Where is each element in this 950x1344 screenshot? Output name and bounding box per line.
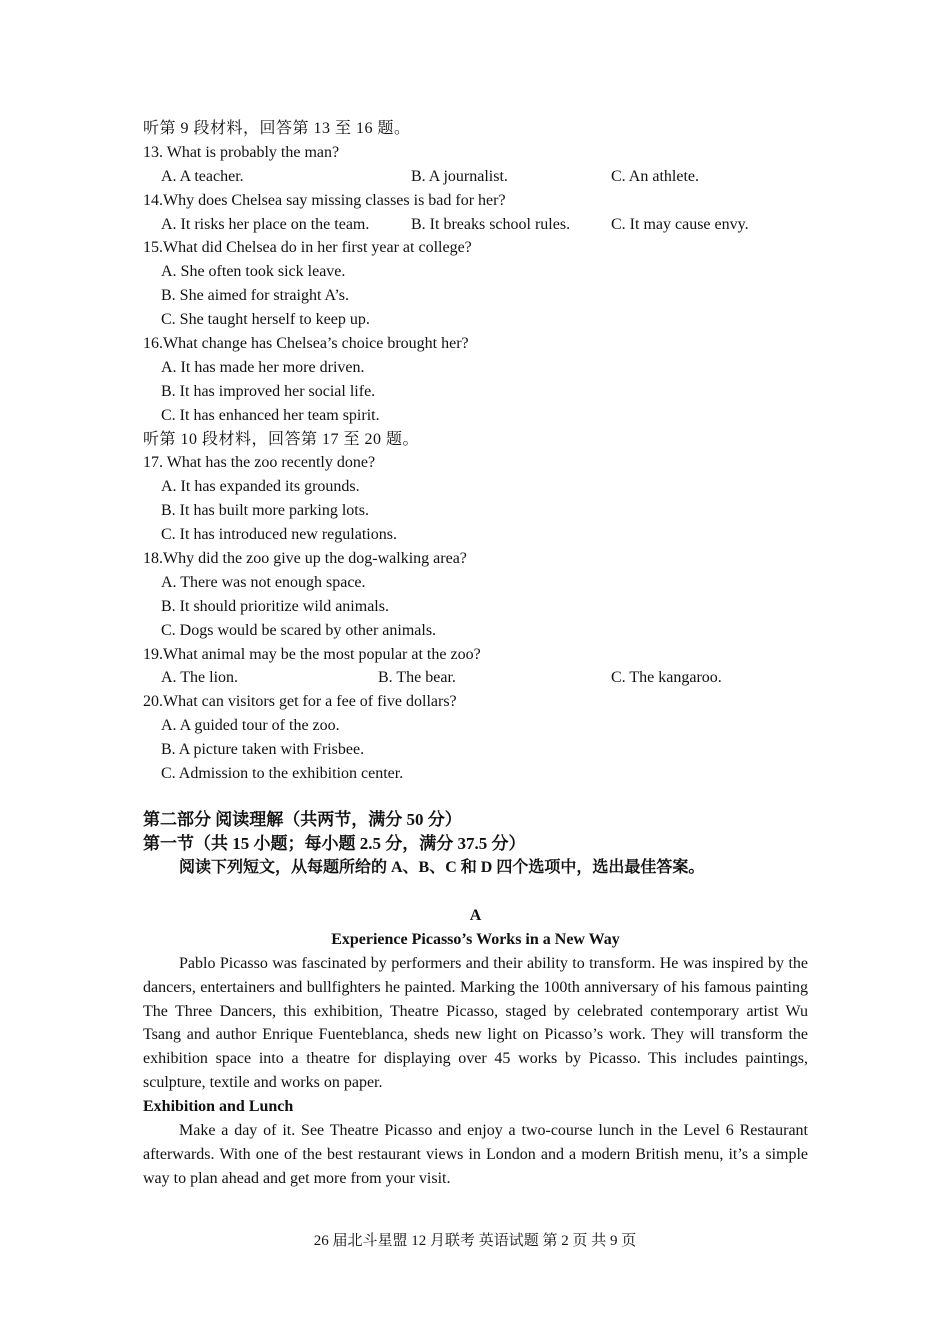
option-15-b: B. She aimed for straight A’s. bbox=[161, 287, 349, 305]
option-15-c: C. She taught herself to keep up. bbox=[161, 311, 370, 329]
section-9-heading: 听第 9 段材料，回答第 13 至 16 题。 bbox=[143, 120, 411, 137]
question-14: 14.Why does Chelsea say missing classes is bad for her? bbox=[143, 191, 506, 209]
question-19-options bbox=[143, 666, 808, 690]
option-20-c: C. Admission to the exhibition center. bbox=[161, 765, 404, 783]
option-20-a: A. A guided tour of the zoo. bbox=[161, 717, 340, 735]
option-14-c: C. It may cause envy. bbox=[611, 215, 749, 233]
option-19-b: B. The bear. bbox=[378, 669, 456, 687]
question-17: 17. What has the zoo recently done? bbox=[143, 454, 376, 472]
passage-paragraph-1: Pablo Picasso was fascinated by performers and their ability to transform. He was inspired by the dancers, entertainers and bullfighters he painted. Marking the 100th anniversary of his famous painting The Three Dancers, this exhibition, Theatre Picasso, staged by celebrated contemporary artist Wu Tsang and author Enrique Fuenteblanca, sheds new light on Picasso’s work. They will transform the exhibition space into a theatre for displaying over 45 works by Picasso. This includes paintings, sculpture, textile and works on paper. bbox=[143, 954, 808, 1092]
passage-title: Experience Picasso’s Works in a New Way bbox=[331, 930, 620, 948]
option-17-a: A. It has expanded its grounds. bbox=[161, 478, 360, 496]
option-14-a: A. It risks her place on the team. bbox=[161, 215, 370, 233]
option-14-b: B. It breaks school rules. bbox=[411, 215, 571, 233]
section-1-title: 第一节（共 15 小题；每小题 2.5 分，满分 37.5 分） bbox=[143, 833, 526, 853]
question-14-options bbox=[143, 213, 808, 237]
question-18: 18.Why did the zoo give up the dog-walking area? bbox=[143, 550, 467, 568]
option-18-c: C. Dogs would be scared by other animals. bbox=[161, 621, 437, 639]
option-16-a: A. It has made her more driven. bbox=[161, 358, 365, 376]
passage-letter: A bbox=[469, 906, 482, 924]
option-19-a: A. The lion. bbox=[161, 669, 239, 687]
option-17-b: B. It has built more parking lots. bbox=[161, 502, 369, 520]
option-17-c: C. It has introduced new regulations. bbox=[161, 526, 397, 544]
page-content bbox=[143, 117, 808, 1191]
option-13-b: B. A journalist. bbox=[411, 167, 508, 185]
option-18-b: B. It should prioritize wild animals. bbox=[161, 597, 389, 615]
option-13-c: C. An athlete. bbox=[611, 167, 699, 185]
question-19: 19.What animal may be the most popular at the zoo? bbox=[143, 645, 481, 663]
option-16-b: B. It has improved her social life. bbox=[161, 382, 376, 400]
section-10-heading: 听第 10 段材料，回答第 17 至 20 题。 bbox=[143, 430, 420, 448]
option-15-a: A. She often took sick leave. bbox=[161, 263, 346, 281]
option-18-a: A. There was not enough space. bbox=[161, 573, 366, 591]
question-16: 16.What change has Chelsea’s choice brought her? bbox=[143, 335, 469, 353]
question-20: 20.What can visitors get for a fee of five dollars? bbox=[143, 693, 457, 711]
passage-paragraph-2: Make a day of it. See Theatre Picasso and enjoy a two-course lunch in the Level 6 Restaurant afterwards. With one of the best restaurant views in London and a modern British menu, it’s a simple way to plan ahead and get more from your visit. bbox=[143, 1122, 808, 1187]
option-13-a: A. A teacher. bbox=[161, 167, 244, 185]
option-16-c: C. It has enhanced her team spirit. bbox=[161, 406, 380, 424]
page-footer: 26 届北斗星盟 12 月联考 英语试题 第 2 页 共 9 页 bbox=[313, 1233, 637, 1249]
part-2-title: 第二部分 阅读理解（共两节，满分 50 分） bbox=[143, 809, 462, 829]
option-19-c: C. The kangaroo. bbox=[611, 669, 722, 687]
spacer bbox=[143, 880, 808, 904]
passage-subheading: Exhibition and Lunch bbox=[143, 1098, 294, 1116]
question-13: 13. What is probably the man? bbox=[143, 143, 340, 161]
question-15: 15.What did Chelsea do in her first year at college? bbox=[143, 239, 472, 257]
spacer bbox=[143, 786, 808, 808]
option-20-b: B. A picture taken with Frisbee. bbox=[161, 741, 365, 759]
reading-instruction: 阅读下列短文，从每题所给的 A、B、C 和 D 四个选项中，选出最佳答案。 bbox=[179, 858, 705, 876]
question-13-options bbox=[143, 165, 808, 189]
